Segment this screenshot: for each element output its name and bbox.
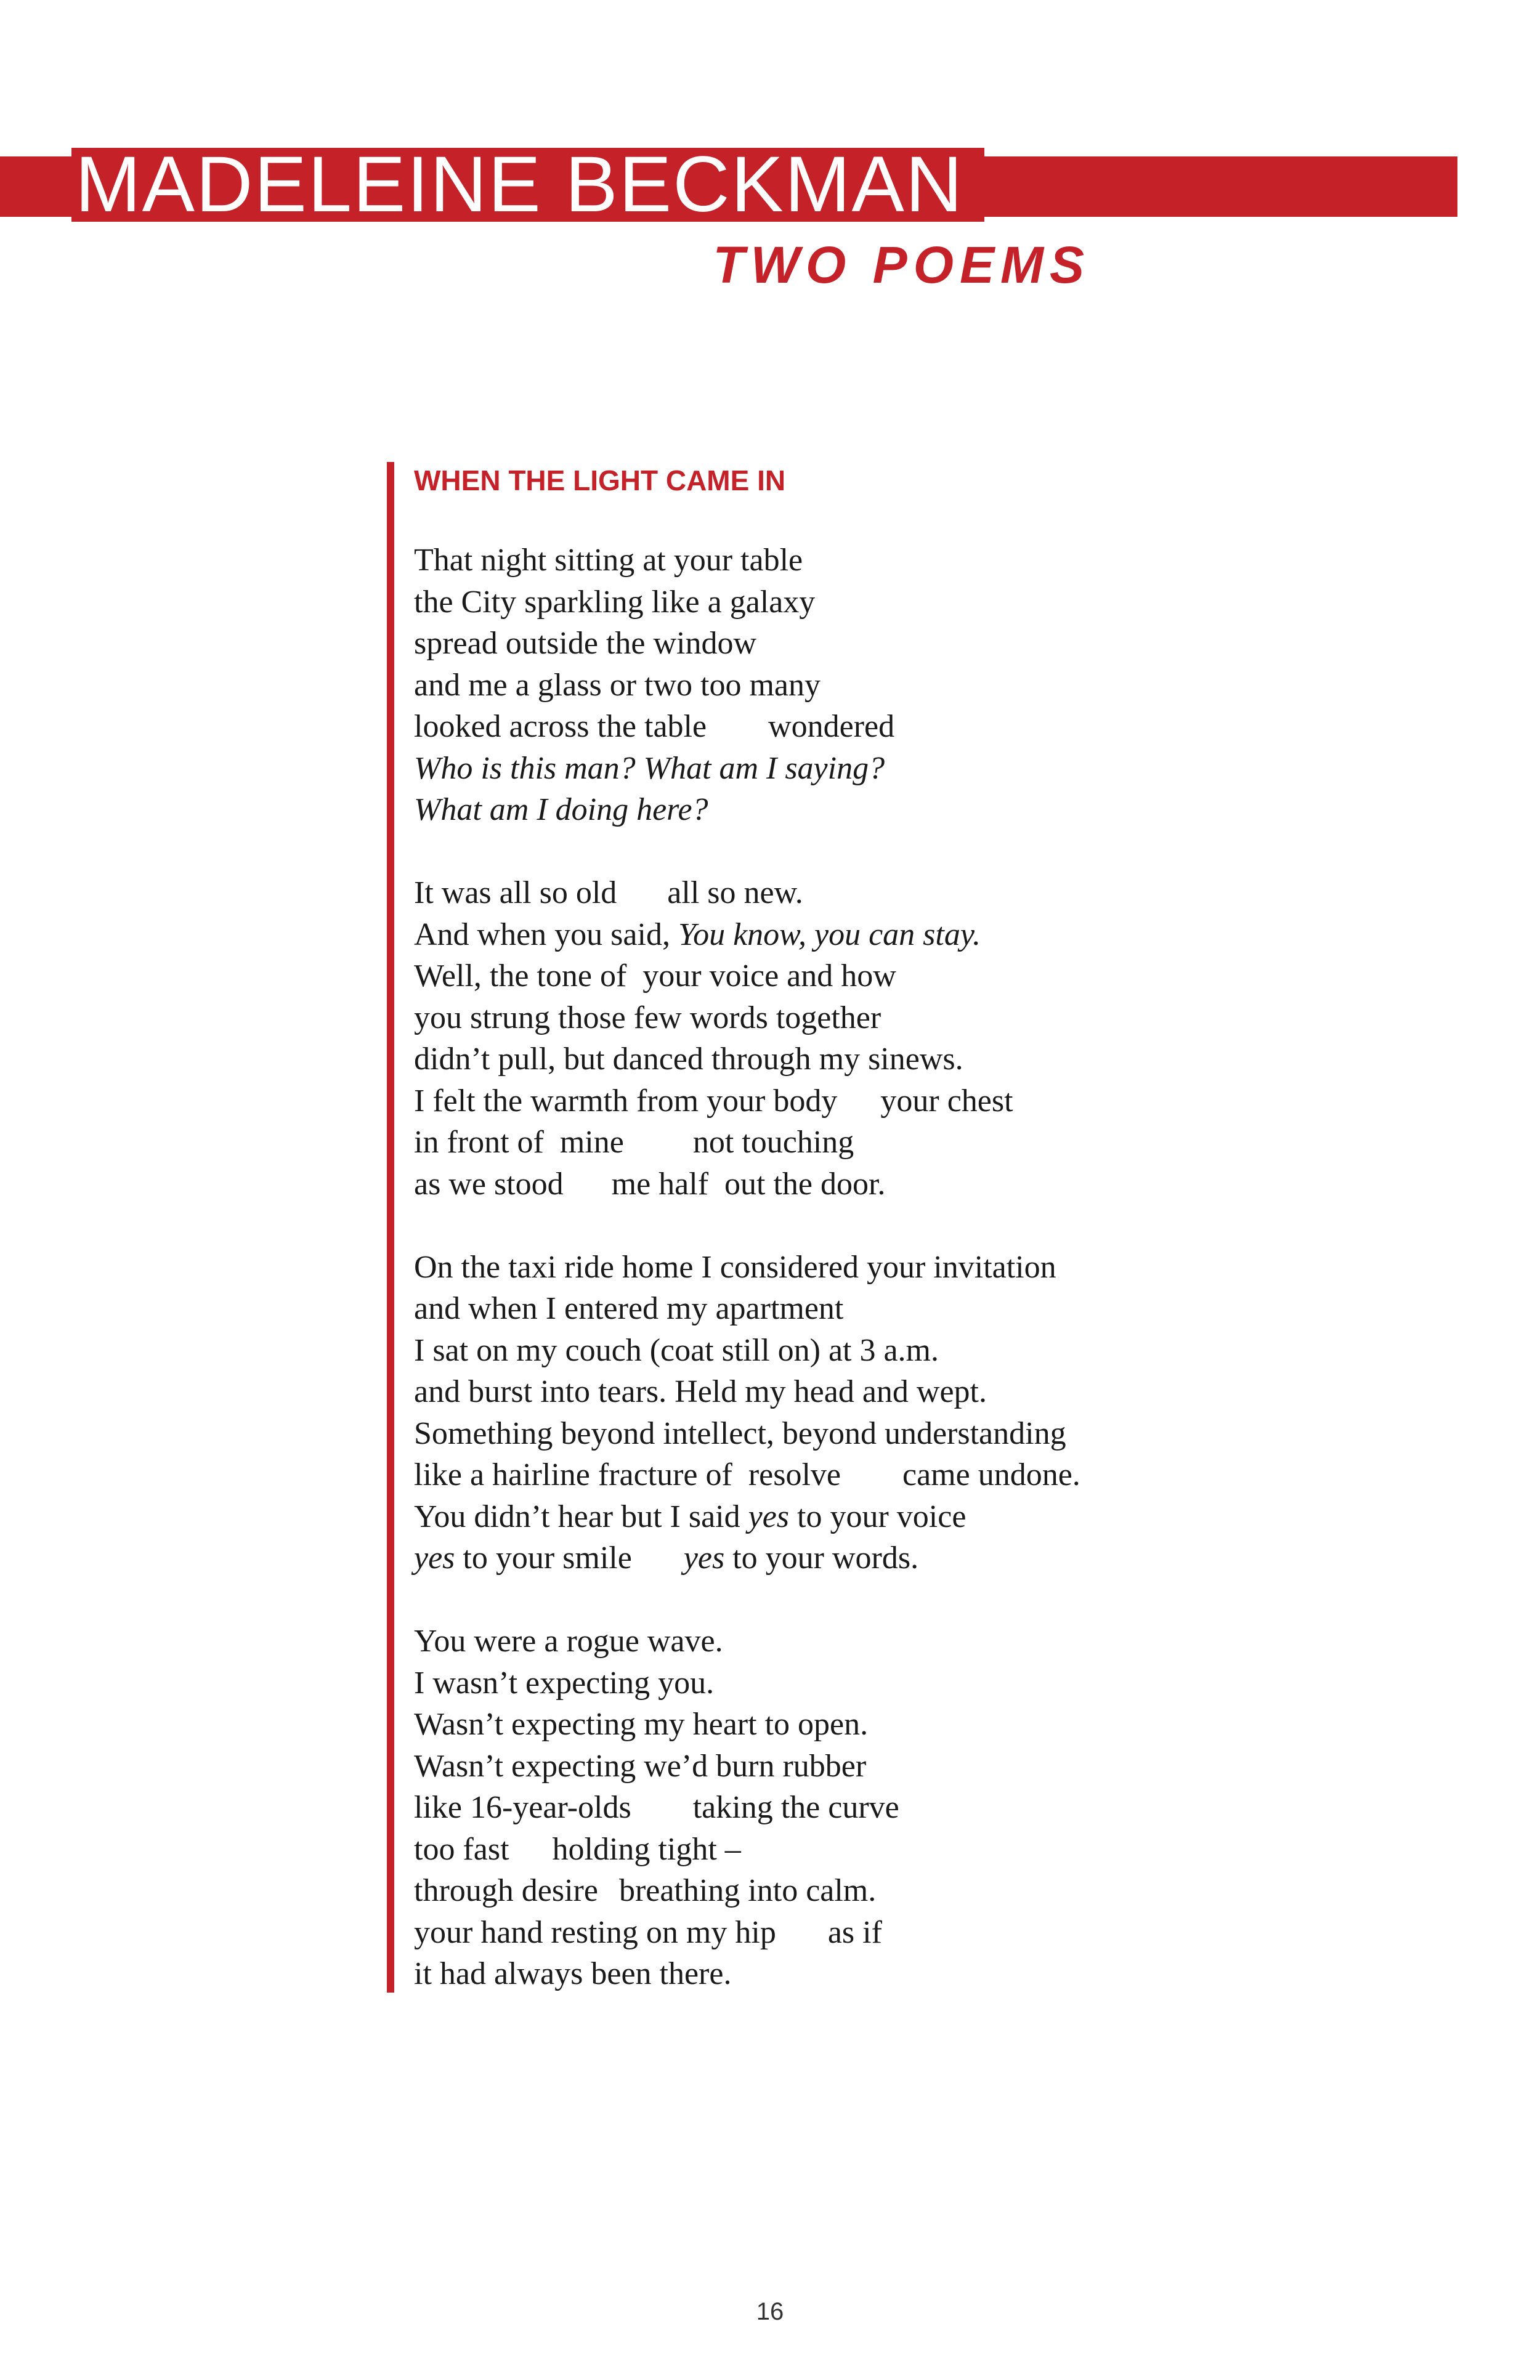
author-name: MADELEINE BECKMAN xyxy=(71,148,984,222)
poem-line: didn’t pull, but danced through my sinews. xyxy=(414,1042,963,1077)
stanza xyxy=(414,540,1190,831)
poem-line: as we stood me half out the door. xyxy=(414,1166,886,1202)
poem-rule xyxy=(387,462,394,1993)
poem-line: looked across the table wondered xyxy=(414,709,895,744)
poem-line: yes to your smile yes to your words. xyxy=(414,1540,919,1576)
poem-line: in front of mine not touching xyxy=(414,1125,854,1160)
poem-line: through desire breathing into calm. xyxy=(414,1873,877,1908)
poem-line: like 16-year-olds taking the curve xyxy=(414,1790,899,1825)
stanza xyxy=(414,1621,1190,1995)
stanza xyxy=(414,872,1190,1205)
page-number: 16 xyxy=(756,2298,784,2325)
poem-body xyxy=(414,540,1190,2036)
poem-line: the City sparkling like a galaxy xyxy=(414,584,816,620)
poem-line: Who is this man? What am I saying? xyxy=(414,750,885,786)
poem-line: you strung those few words together xyxy=(414,1000,881,1035)
poem-line: spread outside the window xyxy=(414,626,757,661)
poem-line: like a hairline fracture of resolve came undone. xyxy=(414,1457,1080,1492)
poem-line: and when I entered my apartment xyxy=(414,1291,844,1326)
section-subtitle: TWO POEMS xyxy=(713,236,1090,294)
poem-line: What am I doing here? xyxy=(414,792,708,827)
poem-line: Wasn’t expecting we’d burn rubber xyxy=(414,1748,867,1784)
poem-line: and burst into tears. Held my head and wept. xyxy=(414,1374,987,1409)
poem-line: and me a glass or two too many xyxy=(414,667,821,703)
poem-line: Wasn’t expecting my heart to open. xyxy=(414,1707,869,1742)
stanza xyxy=(414,1247,1190,1579)
poem-title: WHEN THE LIGHT CAME IN xyxy=(414,464,786,496)
poem-line: it had always been there. xyxy=(414,1956,732,1991)
poem-line: That night sitting at your table xyxy=(414,543,803,578)
poem-line: your hand resting on my hip as if xyxy=(414,1914,882,1950)
poem-line: too fast holding tight – xyxy=(414,1831,741,1867)
poem-line: Something beyond intellect, beyond understanding xyxy=(414,1415,1066,1451)
poem-line: You were a rogue wave. xyxy=(414,1624,723,1659)
poem-line: Well, the tone of your voice and how xyxy=(414,958,896,994)
poem-line: You didn’t hear but I said yes to your voice xyxy=(414,1499,967,1534)
poem-line: I sat on my couch (coat still on) at 3 a.m. xyxy=(414,1332,939,1368)
poem-line: It was all so old all so new. xyxy=(414,875,803,910)
poem-line: On the taxi ride home I considered your invitation xyxy=(414,1249,1056,1285)
poem-line: I felt the warmth from your body your chest xyxy=(414,1083,1013,1119)
poem-line: I wasn’t expecting you. xyxy=(414,1665,715,1701)
poem-line: And when you said, You know, you can stay. xyxy=(414,917,981,952)
